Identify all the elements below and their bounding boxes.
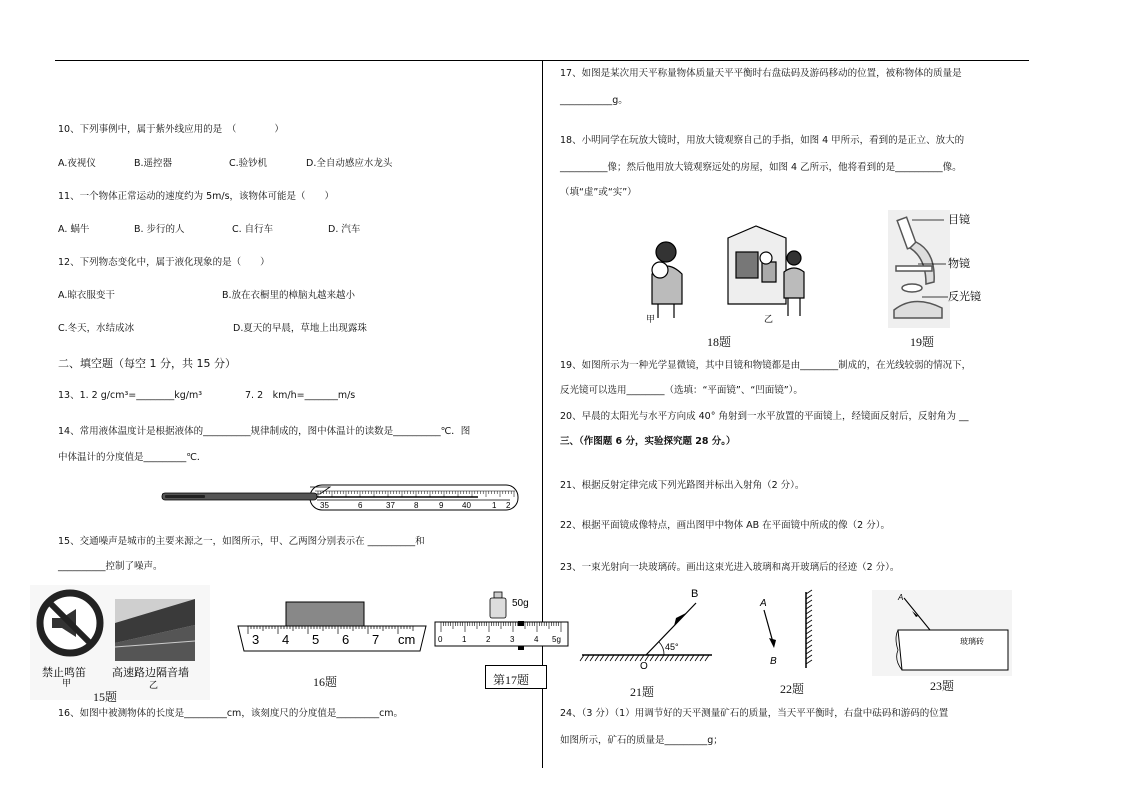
q11-stem: 11、一个物体正常运动的速度约为 5m/s，该物体可能是（ ） xyxy=(58,191,335,202)
fig23-caption: 23题 xyxy=(930,679,955,693)
section-2-heading: 二、填空题（每空 1 分，共 15 分） xyxy=(58,357,236,370)
house-and-boy-illustration xyxy=(728,226,804,316)
mirror-hatch xyxy=(806,605,812,609)
q22: 22、根据平面镜成像特点，画出图甲中物体 AB 在平面镜中所成的像（2 分）。 xyxy=(560,520,890,531)
fig21-label-b: B xyxy=(691,588,699,600)
figure-18 xyxy=(636,212,808,326)
fig22-caption: 22题 xyxy=(780,682,805,696)
fig17-caption: 第17题 xyxy=(493,673,530,687)
mirror-hatch xyxy=(585,655,589,661)
fig19-caption: 19题 xyxy=(910,335,935,349)
weight-50g-icon xyxy=(490,592,506,618)
ruler16-label-6: 6 xyxy=(342,632,350,647)
thermometer-figure xyxy=(160,483,524,513)
q24-line2: 如图所示，矿石的质量是_________g； xyxy=(560,735,723,746)
q12-option-d: D.夏天的早晨，草地上出现露珠 xyxy=(233,323,367,334)
q12-option-b: B.放在衣橱里的樟脑丸越来越小 xyxy=(222,290,356,301)
mirror-hatch xyxy=(595,655,599,661)
mirror-hatch xyxy=(806,600,812,604)
q20: 20、早晨的太阳光与水平方向成 40° 角射到一水平放置的平面镜上，经镜面反射后，反射角为 __ xyxy=(560,411,969,422)
q11-option-b: B. 步行的人 xyxy=(134,224,185,235)
mirror-hatch xyxy=(806,660,812,664)
mirror-hatch xyxy=(615,655,619,661)
q10-option-d: D.全自动感应水龙头 xyxy=(306,158,393,169)
thermo-label-8: 8 xyxy=(414,501,419,510)
mirror-hatch xyxy=(806,595,812,599)
q19-line1: 19、如图所示为一种光学显微镜，其中目镜和物镜都是由________制成的，在光线较弱的情况下， xyxy=(560,360,972,371)
q12-stem: 12、下列物态变化中，属于液化现象的是（ ） xyxy=(58,257,270,268)
q10-option-b: B.遥控器 xyxy=(134,158,173,169)
mirror-hatch xyxy=(580,655,584,661)
thermo-label-1: 1 xyxy=(492,501,497,510)
q18-line2: __________像；然后他用放大镜观察远处的房屋，如图 4 乙所示，他将看到的是__________像。 xyxy=(560,162,962,173)
ruler16-unit: cm xyxy=(398,632,416,647)
mirror-hatch xyxy=(620,655,624,661)
fig18-sub-a: 甲 xyxy=(646,314,656,324)
fig23-label-a: A xyxy=(898,593,904,602)
q12-option-a: A.晾衣服变干 xyxy=(58,290,115,301)
scale17-label-4: 4 xyxy=(534,635,539,644)
mirror-hatch xyxy=(806,615,812,619)
figure-22 xyxy=(748,588,828,672)
q17-line1: 17、如图是某次用天平称量物体质量天平平衡时右盘砝码及游码移动的位置，被称物体的质量是 xyxy=(560,68,962,79)
mirror-hatch xyxy=(806,640,812,644)
fig19-label-mirror: 反光镜 xyxy=(948,291,981,303)
mirror-hatch xyxy=(806,625,812,629)
mirror-hatch xyxy=(806,620,812,624)
mirror-hatch xyxy=(665,655,669,661)
q10-option-c: C.验钞机 xyxy=(229,158,268,169)
mirror-hatch xyxy=(610,655,614,661)
q10-option-a: A.夜视仪 xyxy=(58,158,96,169)
fig19-label-eyepiece: 目镜 xyxy=(948,214,970,226)
mirror-hatch xyxy=(655,655,659,661)
mirror-hatch xyxy=(806,590,812,594)
thermo-label-6: 6 xyxy=(358,501,363,510)
ruler16-label-5: 5 xyxy=(312,632,320,647)
fig15-left-label: 禁止鸣笛 xyxy=(42,667,86,679)
mirror-hatch xyxy=(590,655,594,661)
mirror-hatch xyxy=(650,655,654,661)
mirror-hatch xyxy=(605,655,609,661)
q24-line1: 24、（3 分）（1）用调节好的天平测量矿石的质量，当天平平衡时，右盘中砝码和游码的位置 xyxy=(560,708,949,719)
q23: 23、一束光射向一块玻璃砖。画出这束光进入玻璃和离开玻璃后的径迹（2 分）。 xyxy=(560,562,900,573)
q11-option-c: C. 自行车 xyxy=(232,224,274,235)
scale17-label-0: 0 xyxy=(438,635,443,644)
mirror-hatch xyxy=(806,645,812,649)
mirror-hatch xyxy=(670,655,674,661)
scale17-label-1: 1 xyxy=(462,635,467,644)
ruler16-label-4: 4 xyxy=(282,632,290,647)
mirror-hatch xyxy=(695,655,699,661)
section-3-heading: 三、（作图题 6 分，实验探究题 28 分。） xyxy=(560,436,736,447)
q19-line2: 反光镜可以选用________（选填：“平面镜”、“凹面镜”）。 xyxy=(560,385,803,396)
figure-17 xyxy=(432,590,572,656)
mirror-hatch xyxy=(685,655,689,661)
figure-21 xyxy=(578,583,718,673)
q21: 21、根据反射定律完成下列光路图并标出入射角（2 分）。 xyxy=(560,480,805,491)
scale17-label-2: 2 xyxy=(486,635,491,644)
thermo-label-2: 2 xyxy=(506,501,511,510)
fig19-label-objective: 物镜 xyxy=(948,258,970,270)
thermo-label-35: 35 xyxy=(320,501,329,510)
mirror-hatch xyxy=(690,655,694,661)
mirror-hatch xyxy=(625,655,629,661)
ruler16-label-3: 3 xyxy=(252,632,260,647)
fig21-label-o: O xyxy=(640,661,648,672)
mirror-hatch xyxy=(806,635,812,639)
sound-barrier-photo xyxy=(115,599,195,661)
q13-part1: 13、1. 2 g/cm³=________kg/m³ xyxy=(58,390,203,401)
fig18-sub-b: 乙 xyxy=(764,314,774,324)
figure-15 xyxy=(30,585,210,700)
mirror-hatch xyxy=(700,655,704,661)
mirror-hatch xyxy=(806,650,812,654)
mirror-hatch xyxy=(806,610,812,614)
mirror-hatch xyxy=(680,655,684,661)
q11-option-a: A. 蜗牛 xyxy=(58,224,90,235)
fig15-caption: 15题 xyxy=(93,690,118,704)
q13-part2: 7. 2 km/h=_______m/s xyxy=(245,390,356,401)
fig22-label-b: B xyxy=(770,656,777,667)
fig22-label-a: A xyxy=(760,598,767,609)
figure-16-ruler xyxy=(234,598,430,660)
q10-stem: 10、下列事例中，属于紫外线应用的是 （ ） xyxy=(58,124,284,135)
fig15-right-label: 高速路边隔音墙 xyxy=(112,667,189,679)
mirror-hatch xyxy=(806,655,812,659)
thermo-label-40: 40 xyxy=(462,501,471,510)
mirror-hatch xyxy=(630,655,634,661)
q17-line2: ___________g。 xyxy=(560,95,628,106)
fig23-glass-label: 玻璃砖 xyxy=(960,637,984,646)
q14-line2: 中体温计的分度值是_________℃． xyxy=(58,452,207,463)
fig17-caption-box xyxy=(485,665,547,689)
mirror-hatch xyxy=(675,655,679,661)
fig21-caption: 21题 xyxy=(630,685,655,699)
q15-line2: __________控制了噪声。 xyxy=(58,561,163,572)
fig18-caption: 18题 xyxy=(707,335,732,349)
mirror-hatch xyxy=(635,655,639,661)
boy-with-magnifier-illustration xyxy=(652,242,682,318)
fig17-weight-label: 50g xyxy=(512,598,529,609)
fig15-sub-b: 乙 xyxy=(149,680,159,690)
thermo-label-37: 37 xyxy=(386,501,395,510)
q15-line1: 15、交通噪声是城市的主要来源之一，如图所示，甲、乙两图分别表示在 __________和 xyxy=(58,536,425,547)
scale17-label-3: 3 xyxy=(510,635,515,644)
q16: 16、如图中被测物体的长度是_________cm，该刻度尺的分度值是_________cm。 xyxy=(58,708,404,719)
scale17-label-5g: 5g xyxy=(552,635,561,644)
q12-option-c: C.冬天，水结成冰 xyxy=(58,323,135,334)
mirror-hatch xyxy=(600,655,604,661)
no-honking-sign-icon xyxy=(40,593,100,653)
mirror-hatch xyxy=(660,655,664,661)
q14-line1: 14、常用液体温度计是根据液体的__________规律制成的，图中体温计的读数是__________℃．图 xyxy=(58,426,471,437)
q11-option-d: D. 汽车 xyxy=(328,224,361,235)
q18-line3: （填“虚”或“实”） xyxy=(560,187,637,198)
figure-23 xyxy=(872,590,1012,676)
column-divider xyxy=(542,60,543,768)
mirror-hatch xyxy=(705,655,709,661)
fig15-sub-a: 甲 xyxy=(62,678,72,688)
thermo-label-9: 9 xyxy=(439,501,444,510)
mirror-hatch xyxy=(806,630,812,634)
fig21-angle: 45° xyxy=(665,642,679,652)
q18-line1: 18、小明同学在玩放大镜时，用放大镜观察自己的手指，如图 4 甲所示，看到的是正立、放大的 xyxy=(560,135,965,146)
fig16-caption: 16题 xyxy=(313,675,338,689)
ruler16-label-7: 7 xyxy=(372,632,380,647)
figure-19-microscope xyxy=(888,210,988,328)
